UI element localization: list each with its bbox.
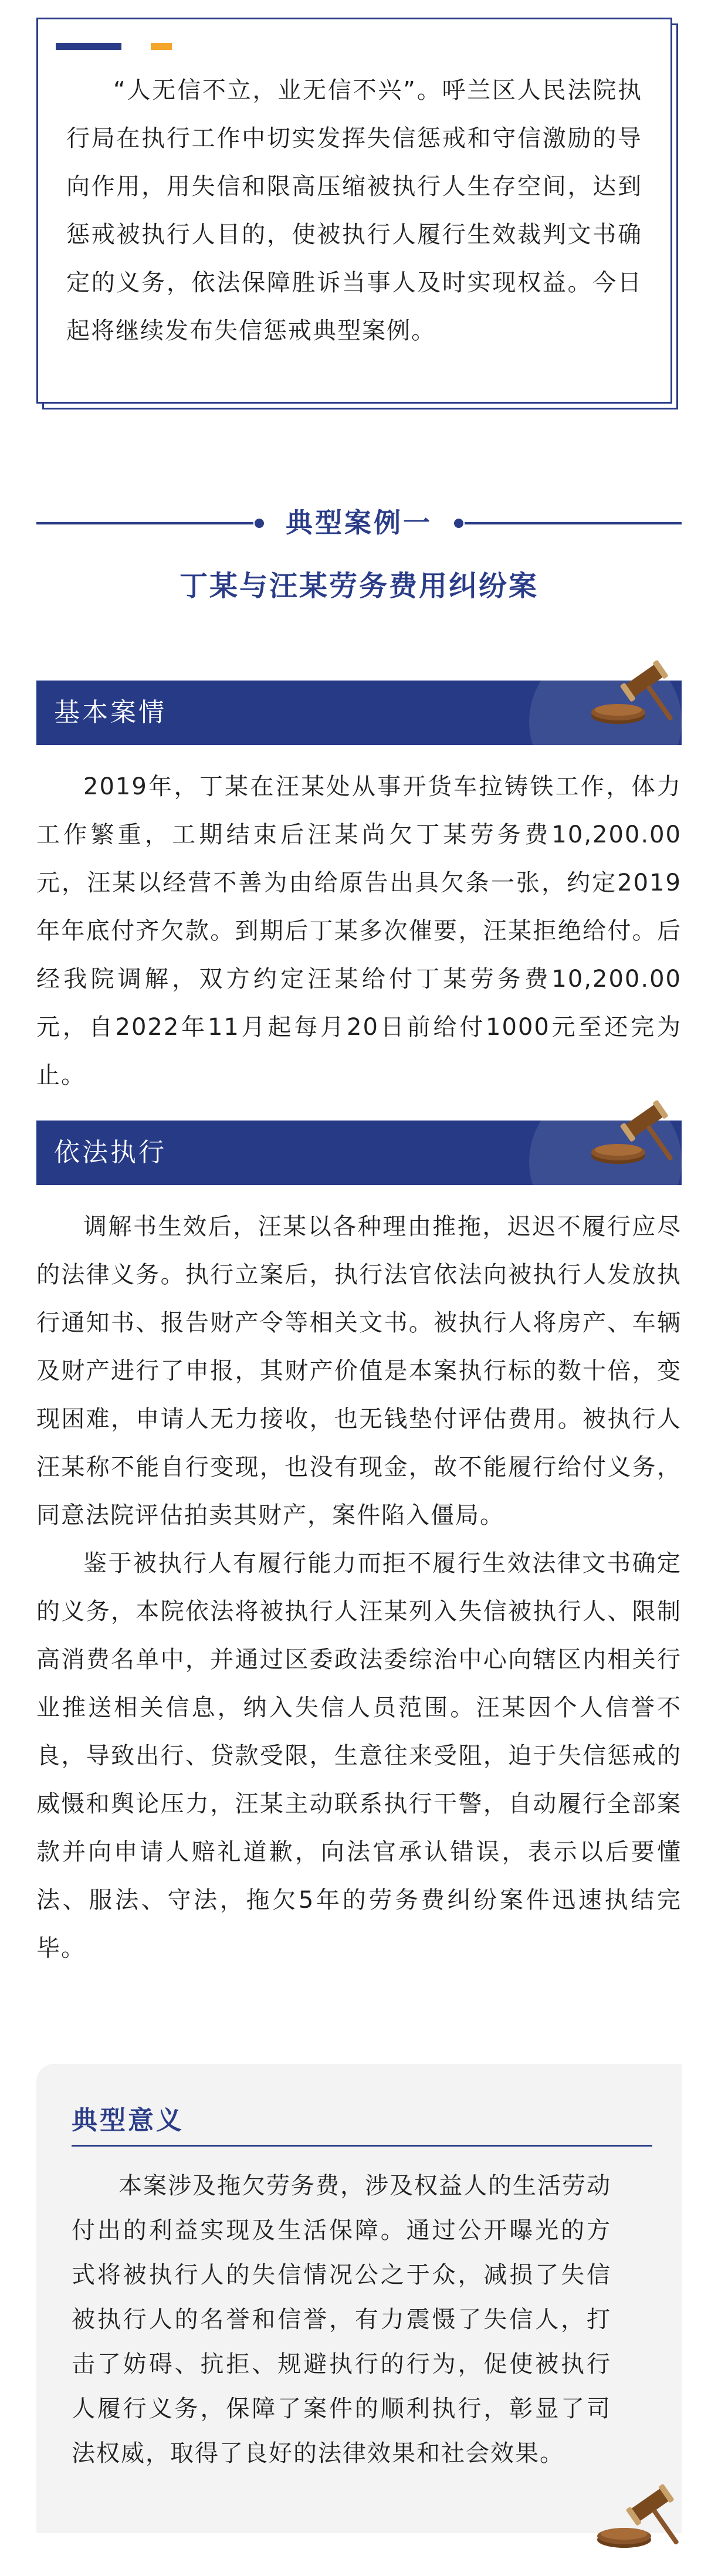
intro-box — [36, 18, 672, 404]
intro-frame — [36, 18, 672, 404]
meaning-paragraph: 本案涉及拖欠劳务费，涉及权益人的生活劳动付出的利益实现及生活保障。通过公开曝光的方式将被执行人的失信情况公之于众，减损了失信被执行人的名誉和信誉，有力震慑了失信人，打击了妨碍、抗拒、规避执行的行为，促使被执行人履行义务，保障了案件的顺利执行，彰显了司法权威，取得了良好的法律效果和社会效果。 — [72, 2172, 611, 2467]
basic-text-block — [36, 763, 682, 1099]
meaning-text-block — [72, 2164, 611, 2476]
meaning-box — [36, 2064, 682, 2533]
blue-bar — [56, 43, 121, 50]
enforce-paragraph-1: 调解书生效后，汪某以各种理由推拖，迟迟不履行应尽的法律义务。执行立案后，执行法官依法向被执行人发放执行通知书、报告财产令等相关文书。被执行人将房产、车辆及财产进行了申报，其财产价值是本案执行标的数十倍，变现困难，申请人无力接收，也无钱垫付评估费用。被执行人汪某称不能自行变现，也没有现金，故不能履行给付义务，同意法院评估拍卖其财产，案件陷入僵局。 — [36, 1213, 682, 1529]
section-title-meaning: 典型意义 — [72, 2106, 184, 2135]
meaning-underline — [72, 2145, 652, 2147]
case-header — [36, 499, 682, 546]
section-bar-enforce — [36, 1121, 682, 1185]
case-subtitle: 丁某与汪某劳务费用纠纷案 — [179, 570, 538, 602]
enforce-paragraph-2: 鉴于被执行人有履行能力而拒不履行生效法律文书确定的义务，本院依法将被执行人汪某列入失信被执行人、限制高消费名单中，并通过区委政法委综治中心向辖区内相关行业推送相关信息，纳入失信人员范围。汪某因个人信誉不良，导致出行、贷款受限，生意往来受阻，迫于失信惩戒的威慑和舆论压力，汪某主动联系执行干警，自动履行全部案款并向申请人赔礼道歉，向法官承认错误，表示以后要懂法、服法、守法，拖欠5年的劳务费纠纷案件迅速执结完毕。 — [36, 1550, 682, 1962]
divider-dot-left — [255, 519, 264, 528]
section-title-enforce: 依法执行 — [54, 1138, 167, 1167]
section-bar-basic — [36, 681, 682, 745]
case-label: 典型案例一 — [286, 507, 432, 539]
gavel-icon — [594, 2475, 682, 2557]
orange-bar — [151, 43, 172, 50]
decor-circle — [529, 1121, 682, 1185]
divider-right — [465, 522, 682, 524]
basic-paragraph: 2019年，丁某在汪某处从事开货车拉铸铁工作，体力工作繁重，工期结束后汪某尚欠丁某劳务费10,200.00元，汪某以经营不善为由给原告出具欠条一张，约定2019年年底付齐欠款。到期后丁某多次催要，汪某拒绝给付。后经我院调解，双方约定汪某给付丁某劳务费10,200.00元，自2022年11月起每月20日前给付1000元至还完为止。 — [36, 773, 682, 1089]
divider-left — [36, 522, 253, 524]
section-title-basic: 基本案情 — [54, 698, 167, 727]
divider-dot-right — [454, 519, 463, 528]
enforce-text-block — [36, 1203, 682, 1972]
decor-circle — [529, 681, 682, 745]
intro-text: “人无信不立，业无信不兴”。呼兰区人民法院执行局在执行工作中切实发挥失信惩戒和守信激励的导向作用，用失信和限高压缩被执行人生存空间，达到惩戒被执行人目的，使被执行人履行生效裁判文书确定的义务，依法保障胜诉当事人及时实现权益。今日起将继续发布失信惩戒典型案例。 — [66, 77, 642, 344]
